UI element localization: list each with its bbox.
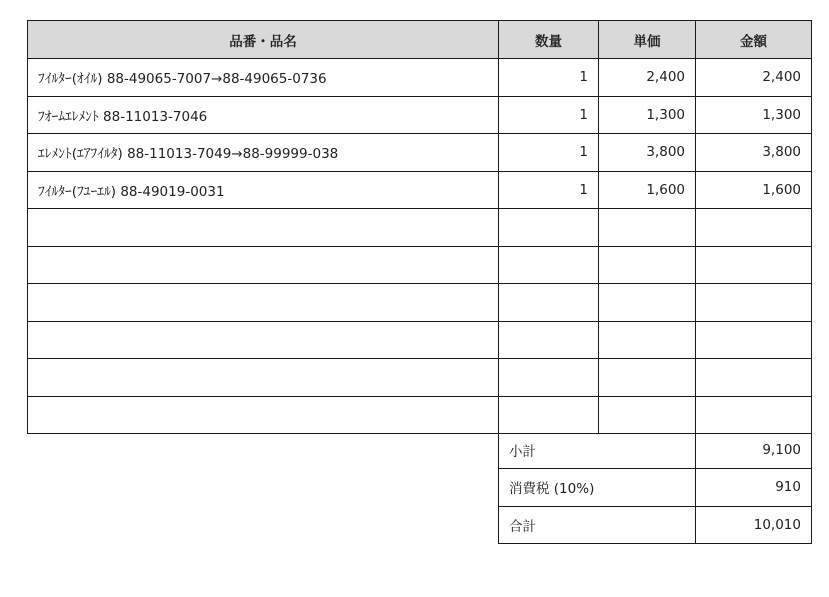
subtotal-row: [499, 431, 812, 469]
table-row: [28, 284, 812, 322]
table-row: [28, 321, 812, 359]
line-items-table: [27, 20, 812, 434]
qty-cell: [499, 209, 599, 247]
amount-cell: 1,300: [696, 96, 812, 134]
item-name-cell: ﾌｵｰﾑｴﾚﾒﾝﾄ 88-11013-7046: [28, 96, 499, 134]
qty-cell: 1: [499, 171, 599, 209]
amount-cell: 2,400: [696, 59, 812, 97]
qty-cell: 1: [499, 134, 599, 172]
table-row: [28, 171, 812, 209]
qty-cell: [499, 284, 599, 322]
qty-cell: 1: [499, 59, 599, 97]
subtotal-value: 9,100: [696, 431, 812, 469]
item-name-cell: ﾌｲﾙﾀｰ(ｵｲﾙ) 88-49065-7007→88-49065-0736: [28, 59, 499, 97]
table-row: [28, 359, 812, 397]
qty-cell: 1: [499, 96, 599, 134]
table-row: [28, 246, 812, 284]
unit-price-cell: [599, 396, 696, 434]
tax-value: 910: [696, 469, 812, 507]
unit-price-cell: 2,400: [599, 59, 696, 97]
unit-price-cell: [599, 246, 696, 284]
amount-cell: [696, 284, 812, 322]
item-name-cell: ﾌｲﾙﾀｰ(ﾌﾕｰｴﾙ) 88-49019-0031: [28, 171, 499, 209]
unit-price-cell: 1,300: [599, 96, 696, 134]
qty-cell: [499, 359, 599, 397]
unit-price-cell: [599, 284, 696, 322]
qty-cell: [499, 321, 599, 359]
header-amount: 金額: [696, 21, 812, 59]
header-unit-price: 単価: [599, 21, 696, 59]
item-name-cell: ｴﾚﾒﾝﾄ(ｴｱﾌｲﾙﾀ) 88-11013-7049→88-99999-038: [28, 134, 499, 172]
amount-cell: 1,600: [696, 171, 812, 209]
item-name-cell: [28, 359, 499, 397]
item-name-cell: [28, 284, 499, 322]
item-name-cell: [28, 246, 499, 284]
qty-cell: [499, 246, 599, 284]
table-row: [28, 209, 812, 247]
total-value: 10,010: [696, 506, 812, 544]
table-row: [28, 59, 812, 97]
amount-cell: 3,800: [696, 134, 812, 172]
tax-label: 消費税 (10%): [499, 469, 696, 507]
amount-cell: [696, 321, 812, 359]
unit-price-cell: [599, 321, 696, 359]
tax-row: [499, 469, 812, 507]
unit-price-cell: [599, 359, 696, 397]
unit-price-cell: [599, 209, 696, 247]
total-label: 合計: [499, 506, 696, 544]
amount-cell: [696, 246, 812, 284]
item-name-cell: [28, 321, 499, 359]
table-row: [28, 96, 812, 134]
unit-price-cell: 1,600: [599, 171, 696, 209]
totals-table: [498, 431, 812, 544]
table-row: [28, 134, 812, 172]
header-name: 品番・品名: [28, 21, 499, 59]
qty-cell: [499, 396, 599, 434]
item-name-cell: [28, 396, 499, 434]
amount-cell: [696, 359, 812, 397]
total-row: [499, 506, 812, 544]
amount-cell: [696, 396, 812, 434]
table-row: [28, 396, 812, 434]
header-row: [28, 21, 812, 59]
header-qty: 数量: [499, 21, 599, 59]
unit-price-cell: 3,800: [599, 134, 696, 172]
item-name-cell: [28, 209, 499, 247]
amount-cell: [696, 209, 812, 247]
subtotal-label: 小計: [499, 431, 696, 469]
